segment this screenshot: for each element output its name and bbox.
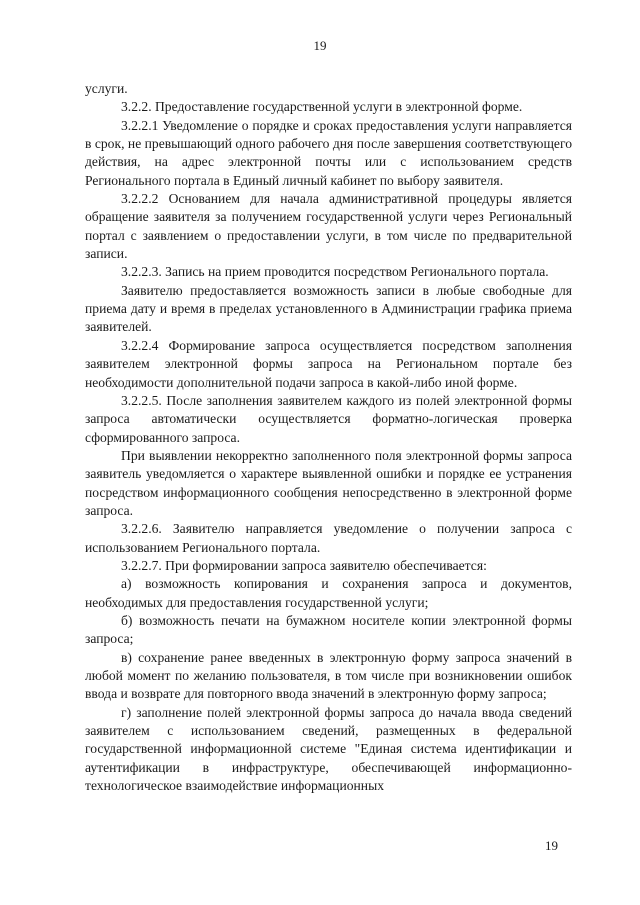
page-number-top: 19 [313,38,327,53]
paragraph: 3.2.2.5. После заполнения заявителем каждого из полей электронной формы запроса автоматически осуществляется форматно-логическая проверка сформированного запроса. [85,392,572,445]
paragraph: 3.2.2.7. При формировании запроса заявителю обеспечивается: [121,557,487,573]
page-number-bottom: 19 [545,838,558,853]
paragraph: 3.2.2.2 Основанием для начала административной процедуры является обращение заявителя за получением государственной услуги через Региональный портал с заявлением о предоставлении услуги, в том числе по предварительной записи. [85,191,572,262]
paragraph: Заявителю предоставляется возможность записи в любые свободные для приема дату и время в пределах установленного в Администрации графика приема заявителей. [85,282,572,335]
list-item: а) возможность копирования и сохранения запроса и документов, необходимых для предоставления государственной услуги; [85,576,572,610]
list-item: б) возможность печати на бумажном носителе копии электронной формы запроса; [85,612,572,647]
paragraph: 3.2.2.4 Формирование запроса осуществляется посредством заполнения заявителем электронной формы запроса на Региональном портале без необходимости дополнительной подачи запроса в какой-либо иной форме. [85,337,572,390]
paragraph: 3.2.2.3. Запись на прием проводится посредством Регионального портала. [121,264,549,280]
list-item: г) заполнение полей электронной формы запроса до начала ввода сведений заявителем с использованием сведений, размещенных в федеральной государственной информационной системе "Единая система идентификации и аутентификации в инфраструктуре, обеспечивающей информационно-технологическое взаимодействие информационных [85,704,572,794]
paragraph: При выявлении некорректно заполненного поля электронной формы запроса заявитель уведомляется о характере выявленной ошибки и порядке ее устранения посредством информационного сообщения непосредственно в электронной форме запроса. [85,447,572,518]
paragraph: 3.2.2.1 Уведомление о порядке и сроках предоставления услуги направляется в срок, не превышающий одного рабочего дня после завершения соответствующего действия, на адрес электронной почты или с использованием средств Регионального портала в Единый личный кабинет по выбору заявителя. [85,117,572,188]
section-heading: 3.2.2. Предоставление государственной услуги в электронной форме. [121,99,523,115]
paragraph: услуги. [85,81,128,96]
paragraph: 3.2.2.6. Заявителю направляется уведомление о получении запроса с использованием Регионального портала. [85,521,572,555]
body-text [85,80,572,795]
list-item: в) сохранение ранее введенных в электронную форму запроса значений в любой момент по желанию пользователя, в том числе при возникновении ошибок ввода и возврате для повторного ввода значений в электронную форму запроса; [85,649,572,702]
